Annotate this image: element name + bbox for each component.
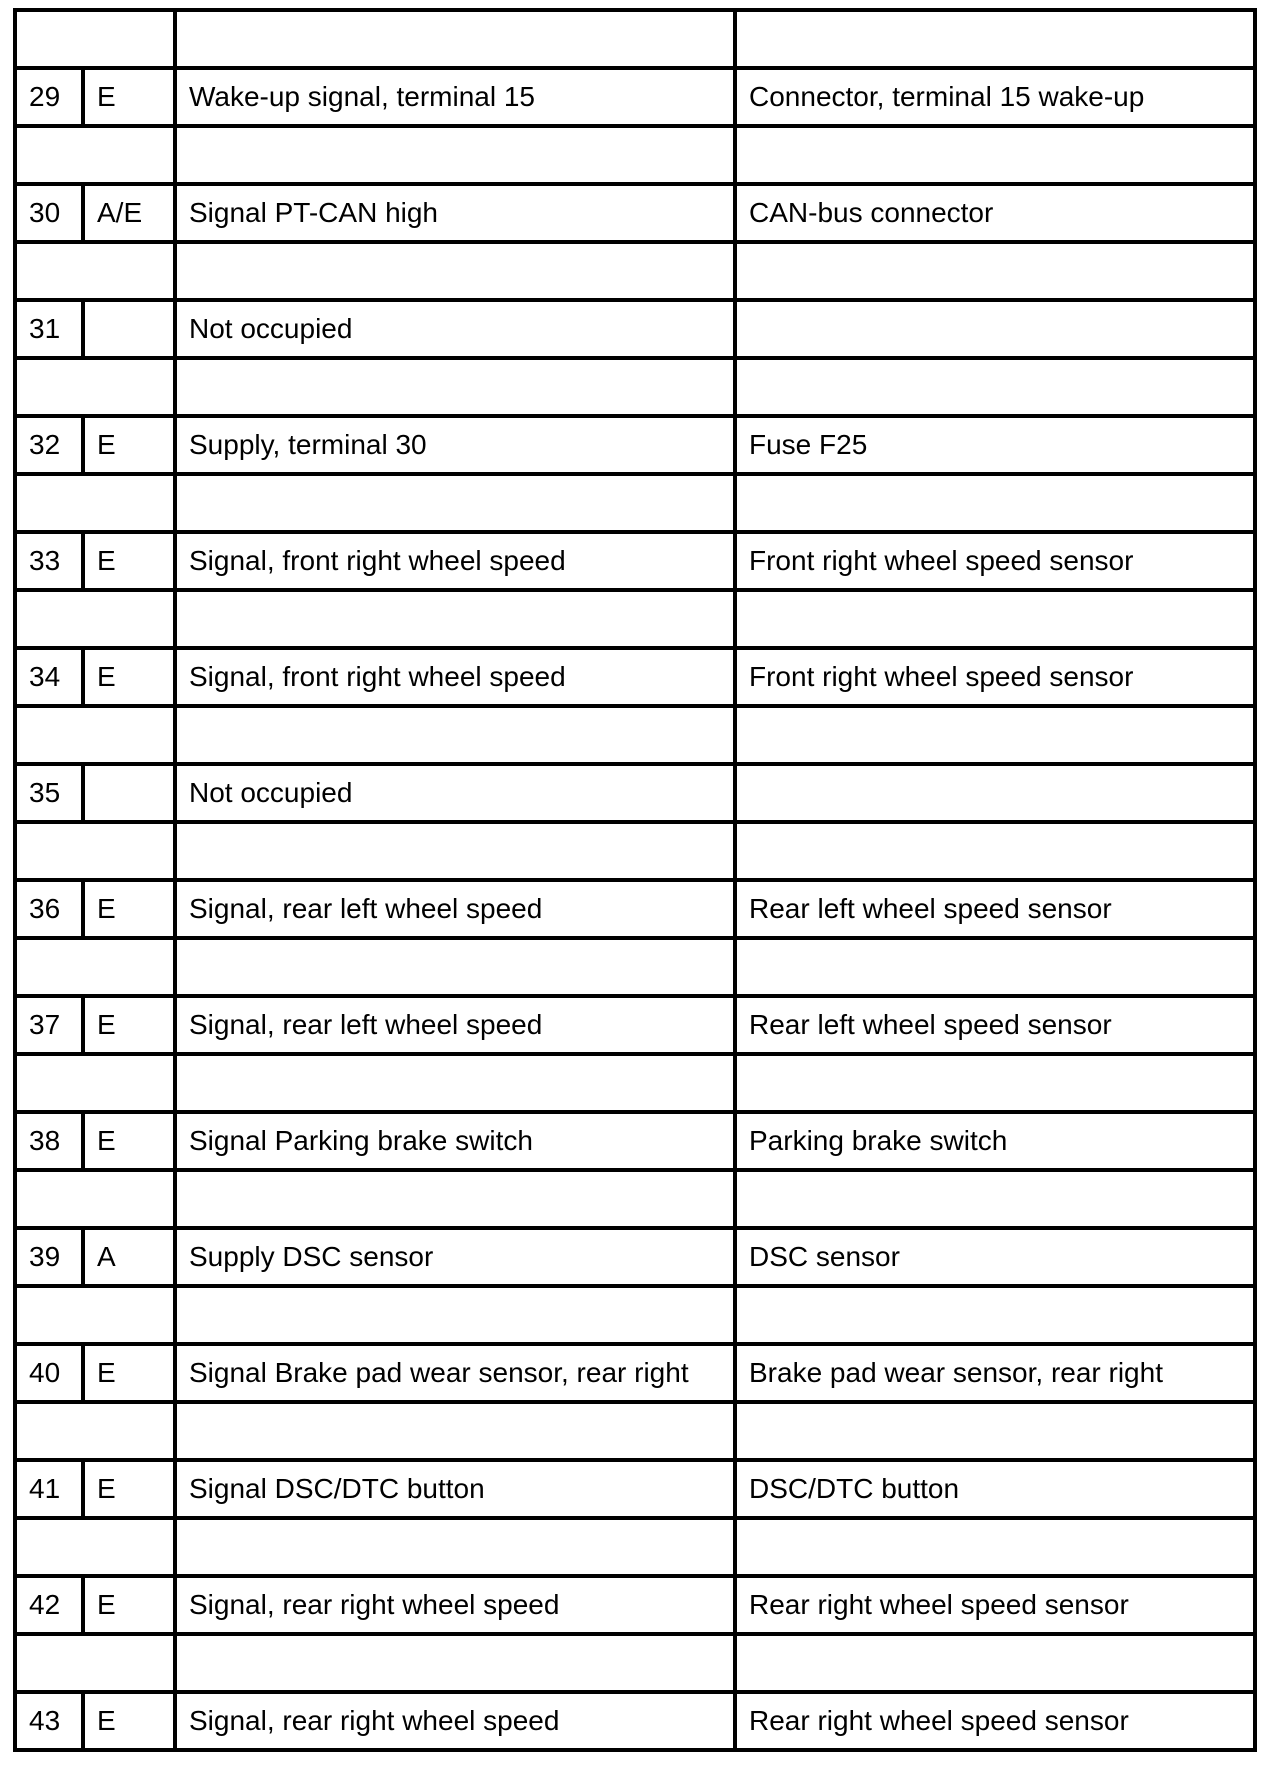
connection-cell: Front right wheel speed sensor [735,648,1255,706]
spacer-cell [735,706,1255,764]
connection-cell: CAN-bus connector [735,184,1255,242]
spacer-cell [15,10,175,68]
spacer-cell [175,706,735,764]
pin-number-cell: 32 [15,416,83,474]
connection-cell: Rear left wheel speed sensor [735,996,1255,1054]
spacer-cell [175,474,735,532]
spacer-cell [15,590,175,648]
spacer-row [15,242,1255,300]
table-row [15,300,1255,358]
description-cell: Signal PT-CAN high [175,184,735,242]
connection-cell: Connector, terminal 15 wake-up [735,68,1255,126]
spacer-row [15,706,1255,764]
connection-cell: Brake pad wear sensor, rear right [735,1344,1255,1402]
signal-type-cell [83,764,175,822]
table-row [15,1112,1255,1170]
signal-type-cell: E [83,1576,175,1634]
spacer-cell [175,1634,735,1692]
spacer-cell [15,1170,175,1228]
table-row [15,996,1255,1054]
pin-number-cell: 37 [15,996,83,1054]
spacer-cell [735,10,1255,68]
spacer-cell [735,822,1255,880]
pin-table-body [15,10,1255,1750]
signal-type-cell: A/E [83,184,175,242]
spacer-cell [15,1402,175,1460]
description-cell: Signal, rear left wheel speed [175,880,735,938]
spacer-cell [735,1518,1255,1576]
spacer-cell [735,126,1255,184]
pin-assignment-table [13,8,1257,1752]
table-row [15,68,1255,126]
description-cell: Wake-up signal, terminal 15 [175,68,735,126]
spacer-cell [15,242,175,300]
signal-type-cell: E [83,1692,175,1750]
connection-cell: Rear left wheel speed sensor [735,880,1255,938]
description-cell: Supply, terminal 30 [175,416,735,474]
signal-type-cell [83,300,175,358]
spacer-cell [175,938,735,996]
signal-type-cell: A [83,1228,175,1286]
description-cell: Not occupied [175,300,735,358]
spacer-cell [175,242,735,300]
spacer-row [15,358,1255,416]
connection-cell [735,300,1255,358]
spacer-cell [15,474,175,532]
spacer-cell [175,126,735,184]
signal-type-cell: E [83,416,175,474]
pin-number-cell: 31 [15,300,83,358]
description-cell: Signal, rear left wheel speed [175,996,735,1054]
spacer-row [15,1286,1255,1344]
table-row [15,1228,1255,1286]
pin-number-cell: 33 [15,532,83,590]
spacer-row [15,938,1255,996]
spacer-cell [735,358,1255,416]
connection-cell: DSC/DTC button [735,1460,1255,1518]
signal-type-cell: E [83,648,175,706]
table-row [15,1576,1255,1634]
signal-type-cell: E [83,1112,175,1170]
table-row [15,416,1255,474]
pin-number-cell: 41 [15,1460,83,1518]
signal-type-cell: E [83,996,175,1054]
spacer-cell [735,1402,1255,1460]
spacer-cell [175,822,735,880]
spacer-cell [735,1054,1255,1112]
spacer-cell [15,822,175,880]
signal-type-cell: E [83,1344,175,1402]
connection-cell [735,764,1255,822]
spacer-cell [15,938,175,996]
spacer-cell [735,242,1255,300]
connection-cell: Front right wheel speed sensor [735,532,1255,590]
spacer-cell [735,590,1255,648]
spacer-row [15,1634,1255,1692]
pin-number-cell: 42 [15,1576,83,1634]
pin-number-cell: 36 [15,880,83,938]
table-row [15,764,1255,822]
table-row [15,1692,1255,1750]
pin-number-cell: 29 [15,68,83,126]
signal-type-cell: E [83,880,175,938]
spacer-cell [735,1170,1255,1228]
pin-number-cell: 34 [15,648,83,706]
description-cell: Signal Brake pad wear sensor, rear right [175,1344,735,1402]
connection-cell: Parking brake switch [735,1112,1255,1170]
pin-number-cell: 30 [15,184,83,242]
spacer-row [15,474,1255,532]
spacer-cell [15,706,175,764]
spacer-row [15,1170,1255,1228]
signal-type-cell: E [83,68,175,126]
spacer-row [15,822,1255,880]
description-cell: Signal, rear right wheel speed [175,1692,735,1750]
spacer-row [15,126,1255,184]
connection-cell: Fuse F25 [735,416,1255,474]
spacer-cell [175,1518,735,1576]
spacer-cell [15,1518,175,1576]
spacer-cell [15,358,175,416]
spacer-cell [735,1634,1255,1692]
spacer-cell [735,938,1255,996]
connection-cell: Rear right wheel speed sensor [735,1692,1255,1750]
spacer-cell [175,1402,735,1460]
pin-number-cell: 39 [15,1228,83,1286]
spacer-cell [15,1286,175,1344]
spacer-cell [175,1170,735,1228]
spacer-cell [175,10,735,68]
pin-number-cell: 40 [15,1344,83,1402]
spacer-row [15,1054,1255,1112]
connection-cell: DSC sensor [735,1228,1255,1286]
description-cell: Signal DSC/DTC button [175,1460,735,1518]
description-cell: Supply DSC sensor [175,1228,735,1286]
spacer-cell [175,358,735,416]
spacer-cell [15,126,175,184]
spacer-cell [175,1054,735,1112]
spacer-cell [15,1634,175,1692]
pin-number-cell: 35 [15,764,83,822]
description-cell: Not occupied [175,764,735,822]
signal-type-cell: E [83,1460,175,1518]
spacer-row [15,590,1255,648]
table-row [15,648,1255,706]
spacer-cell [735,1286,1255,1344]
spacer-row [15,1518,1255,1576]
pin-number-cell: 43 [15,1692,83,1750]
spacer-cell [175,1286,735,1344]
table-row [15,1460,1255,1518]
spacer-cell [735,474,1255,532]
description-cell: Signal, front right wheel speed [175,532,735,590]
spacer-row [15,1402,1255,1460]
spacer-row [15,10,1255,68]
table-row [15,1344,1255,1402]
description-cell: Signal, front right wheel speed [175,648,735,706]
signal-type-cell: E [83,532,175,590]
connection-cell: Rear right wheel speed sensor [735,1576,1255,1634]
spacer-cell [15,1054,175,1112]
description-cell: Signal Parking brake switch [175,1112,735,1170]
table-row [15,880,1255,938]
pin-number-cell: 38 [15,1112,83,1170]
table-row [15,184,1255,242]
spacer-cell [175,590,735,648]
description-cell: Signal, rear right wheel speed [175,1576,735,1634]
table-row [15,532,1255,590]
